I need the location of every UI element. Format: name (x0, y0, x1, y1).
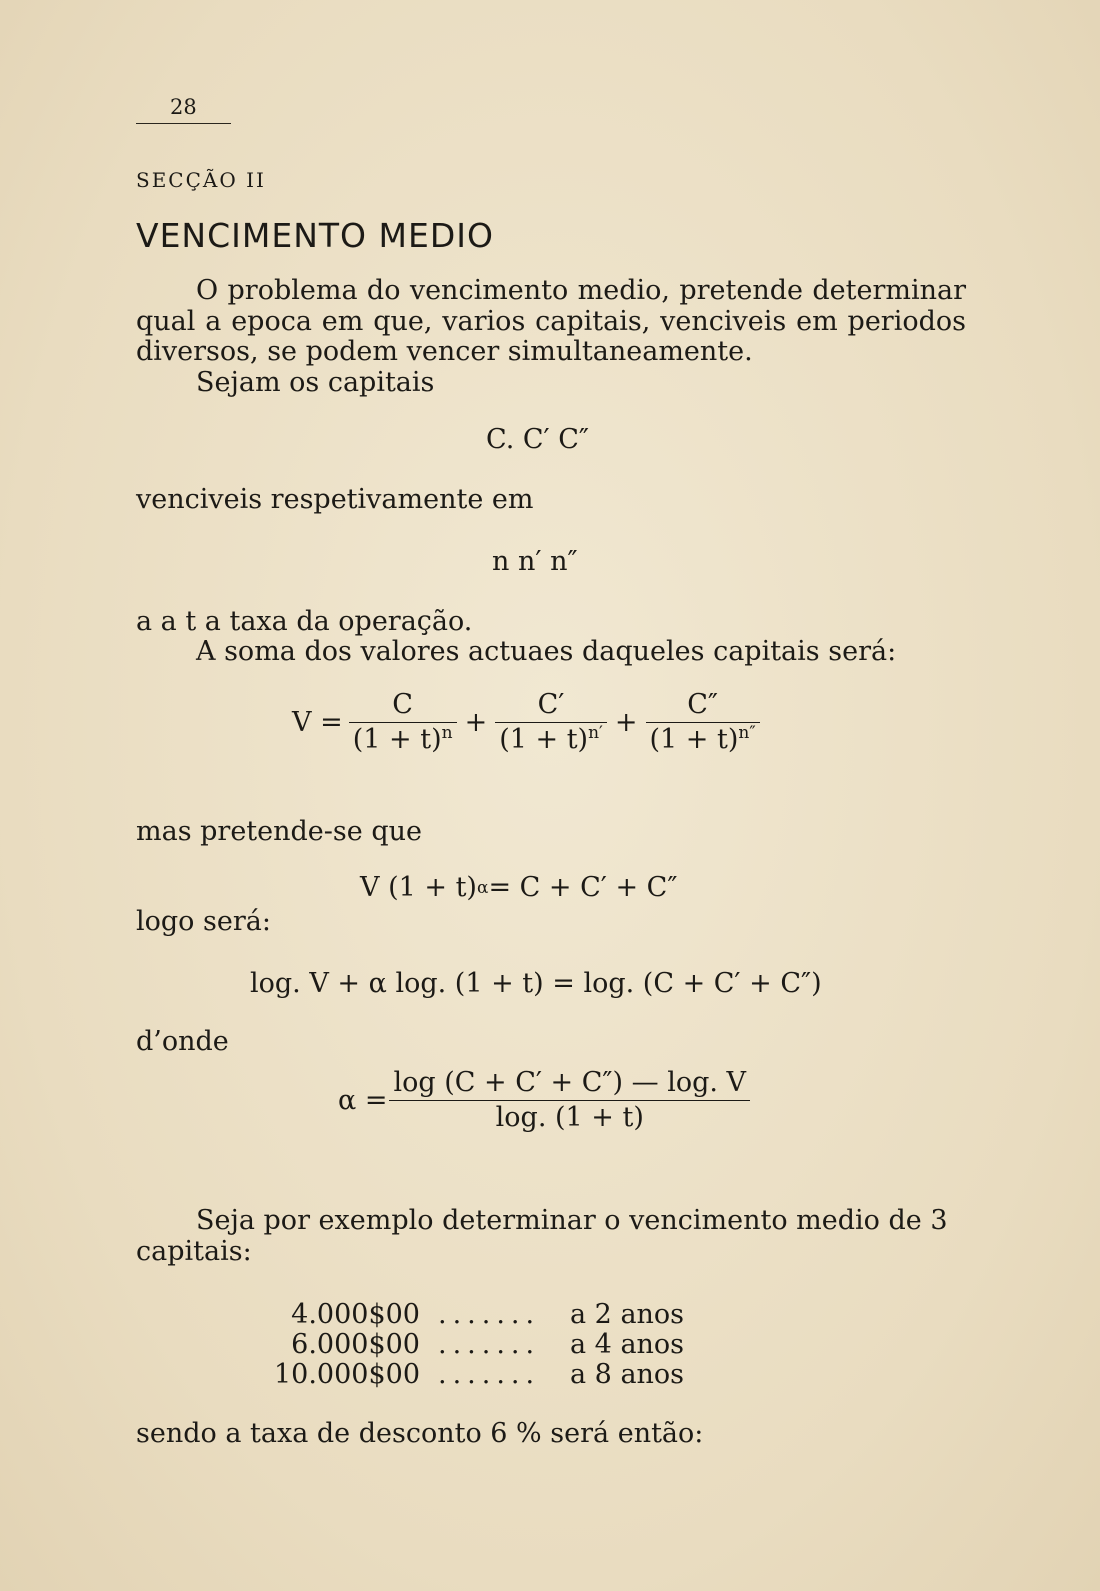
fraction-1-base: (1 + t) (352, 724, 442, 755)
example-dots: ....... (438, 1359, 541, 1390)
plus-sign-1: + (464, 707, 488, 738)
fraction-1-numerator: C (392, 689, 413, 720)
intro-paragraph (136, 276, 966, 398)
periods-formula: n n′ n″ (492, 546, 578, 577)
example-amount: 6.000$00 (291, 1329, 420, 1360)
donde-text: d’onde (136, 1026, 229, 1057)
example-amount: 10.000$00 (273, 1359, 420, 1390)
fraction-1 (349, 690, 457, 755)
header-rule (136, 123, 231, 124)
example-row (270, 1330, 684, 1360)
example-table (270, 1300, 684, 1390)
formula-v-lhs: V = (292, 707, 343, 738)
fraction-3-denominator (646, 725, 760, 755)
example-dots: ....... (438, 1299, 541, 1330)
logo-text: logo será: (136, 906, 271, 937)
alpha-fraction (389, 1068, 750, 1133)
formula-alpha (338, 1068, 750, 1133)
fraction-2-numerator: C′ (537, 689, 565, 720)
fraction-3-exponent: n″ (738, 723, 756, 743)
page-number: 28 (170, 95, 197, 119)
example-dots: ....... (438, 1329, 541, 1360)
alpha-denominator: log. (1 + t) (495, 1102, 644, 1133)
fraction-2-base: (1 + t) (499, 724, 589, 755)
example-row (270, 1300, 684, 1330)
fraction-1-exponent: n (441, 723, 453, 743)
fraction-3 (646, 690, 760, 755)
equation-right: = C + C′ + C″ (488, 872, 678, 903)
fraction-1-bar (349, 722, 457, 723)
fraction-2-denominator (495, 725, 607, 755)
fraction-3-numerator: C″ (687, 689, 718, 720)
final-text: sendo a taxa de desconto 6 % será então: (136, 1418, 704, 1449)
section-label: SECÇÃO II (136, 168, 266, 192)
formula-v (292, 690, 760, 755)
sum-text: A soma dos valores actuaes daqueles capitais será: (196, 636, 897, 667)
intro-text: O problema do vencimento medio, pretende determinar qual a epoca em que, varios capitais, venciveis em periodos diversos, se podem vencer simultaneamente. (136, 275, 966, 367)
equation-left: V (1 + t) (360, 872, 477, 903)
example-period: a 2 anos (570, 1299, 685, 1330)
example-period: a 8 anos (570, 1359, 685, 1390)
formula-alpha-lhs: α = (338, 1085, 388, 1116)
formula-log: log. V + α log. (1 + t) = log. (C + C′ + C″) (250, 968, 822, 999)
example-paragraph (136, 1206, 966, 1267)
fraction-1-denominator (349, 725, 457, 755)
venciveis-text: venciveis respetivamente em (136, 484, 534, 515)
alpha-numerator: log (C + C′ + C″) — log. V (393, 1067, 747, 1098)
example-period: a 4 anos (570, 1329, 685, 1360)
fraction-2 (495, 690, 607, 755)
example-text: Seja por exemplo determinar o vencimento medio de 3 capitais: (136, 1205, 948, 1267)
plus-sign-2: + (614, 707, 638, 738)
pretend-text: mas pretende-se que (136, 816, 422, 847)
page-title: VENCIMENTO MEDIO (136, 216, 494, 255)
fraction-2-exponent: n′ (588, 723, 603, 743)
capitals-formula: C. C′ C″ (486, 424, 589, 455)
capitals-intro: Sejam os capitais (196, 366, 435, 398)
example-row (270, 1360, 684, 1390)
alpha-bar (389, 1100, 750, 1101)
fraction-3-base: (1 + t) (649, 724, 739, 755)
rate-text: a a t a taxa da operação. (136, 606, 473, 637)
example-amount: 4.000$00 (291, 1299, 420, 1330)
formula-equation: V (1 + t) α = C + C′ + C″ (360, 872, 678, 903)
